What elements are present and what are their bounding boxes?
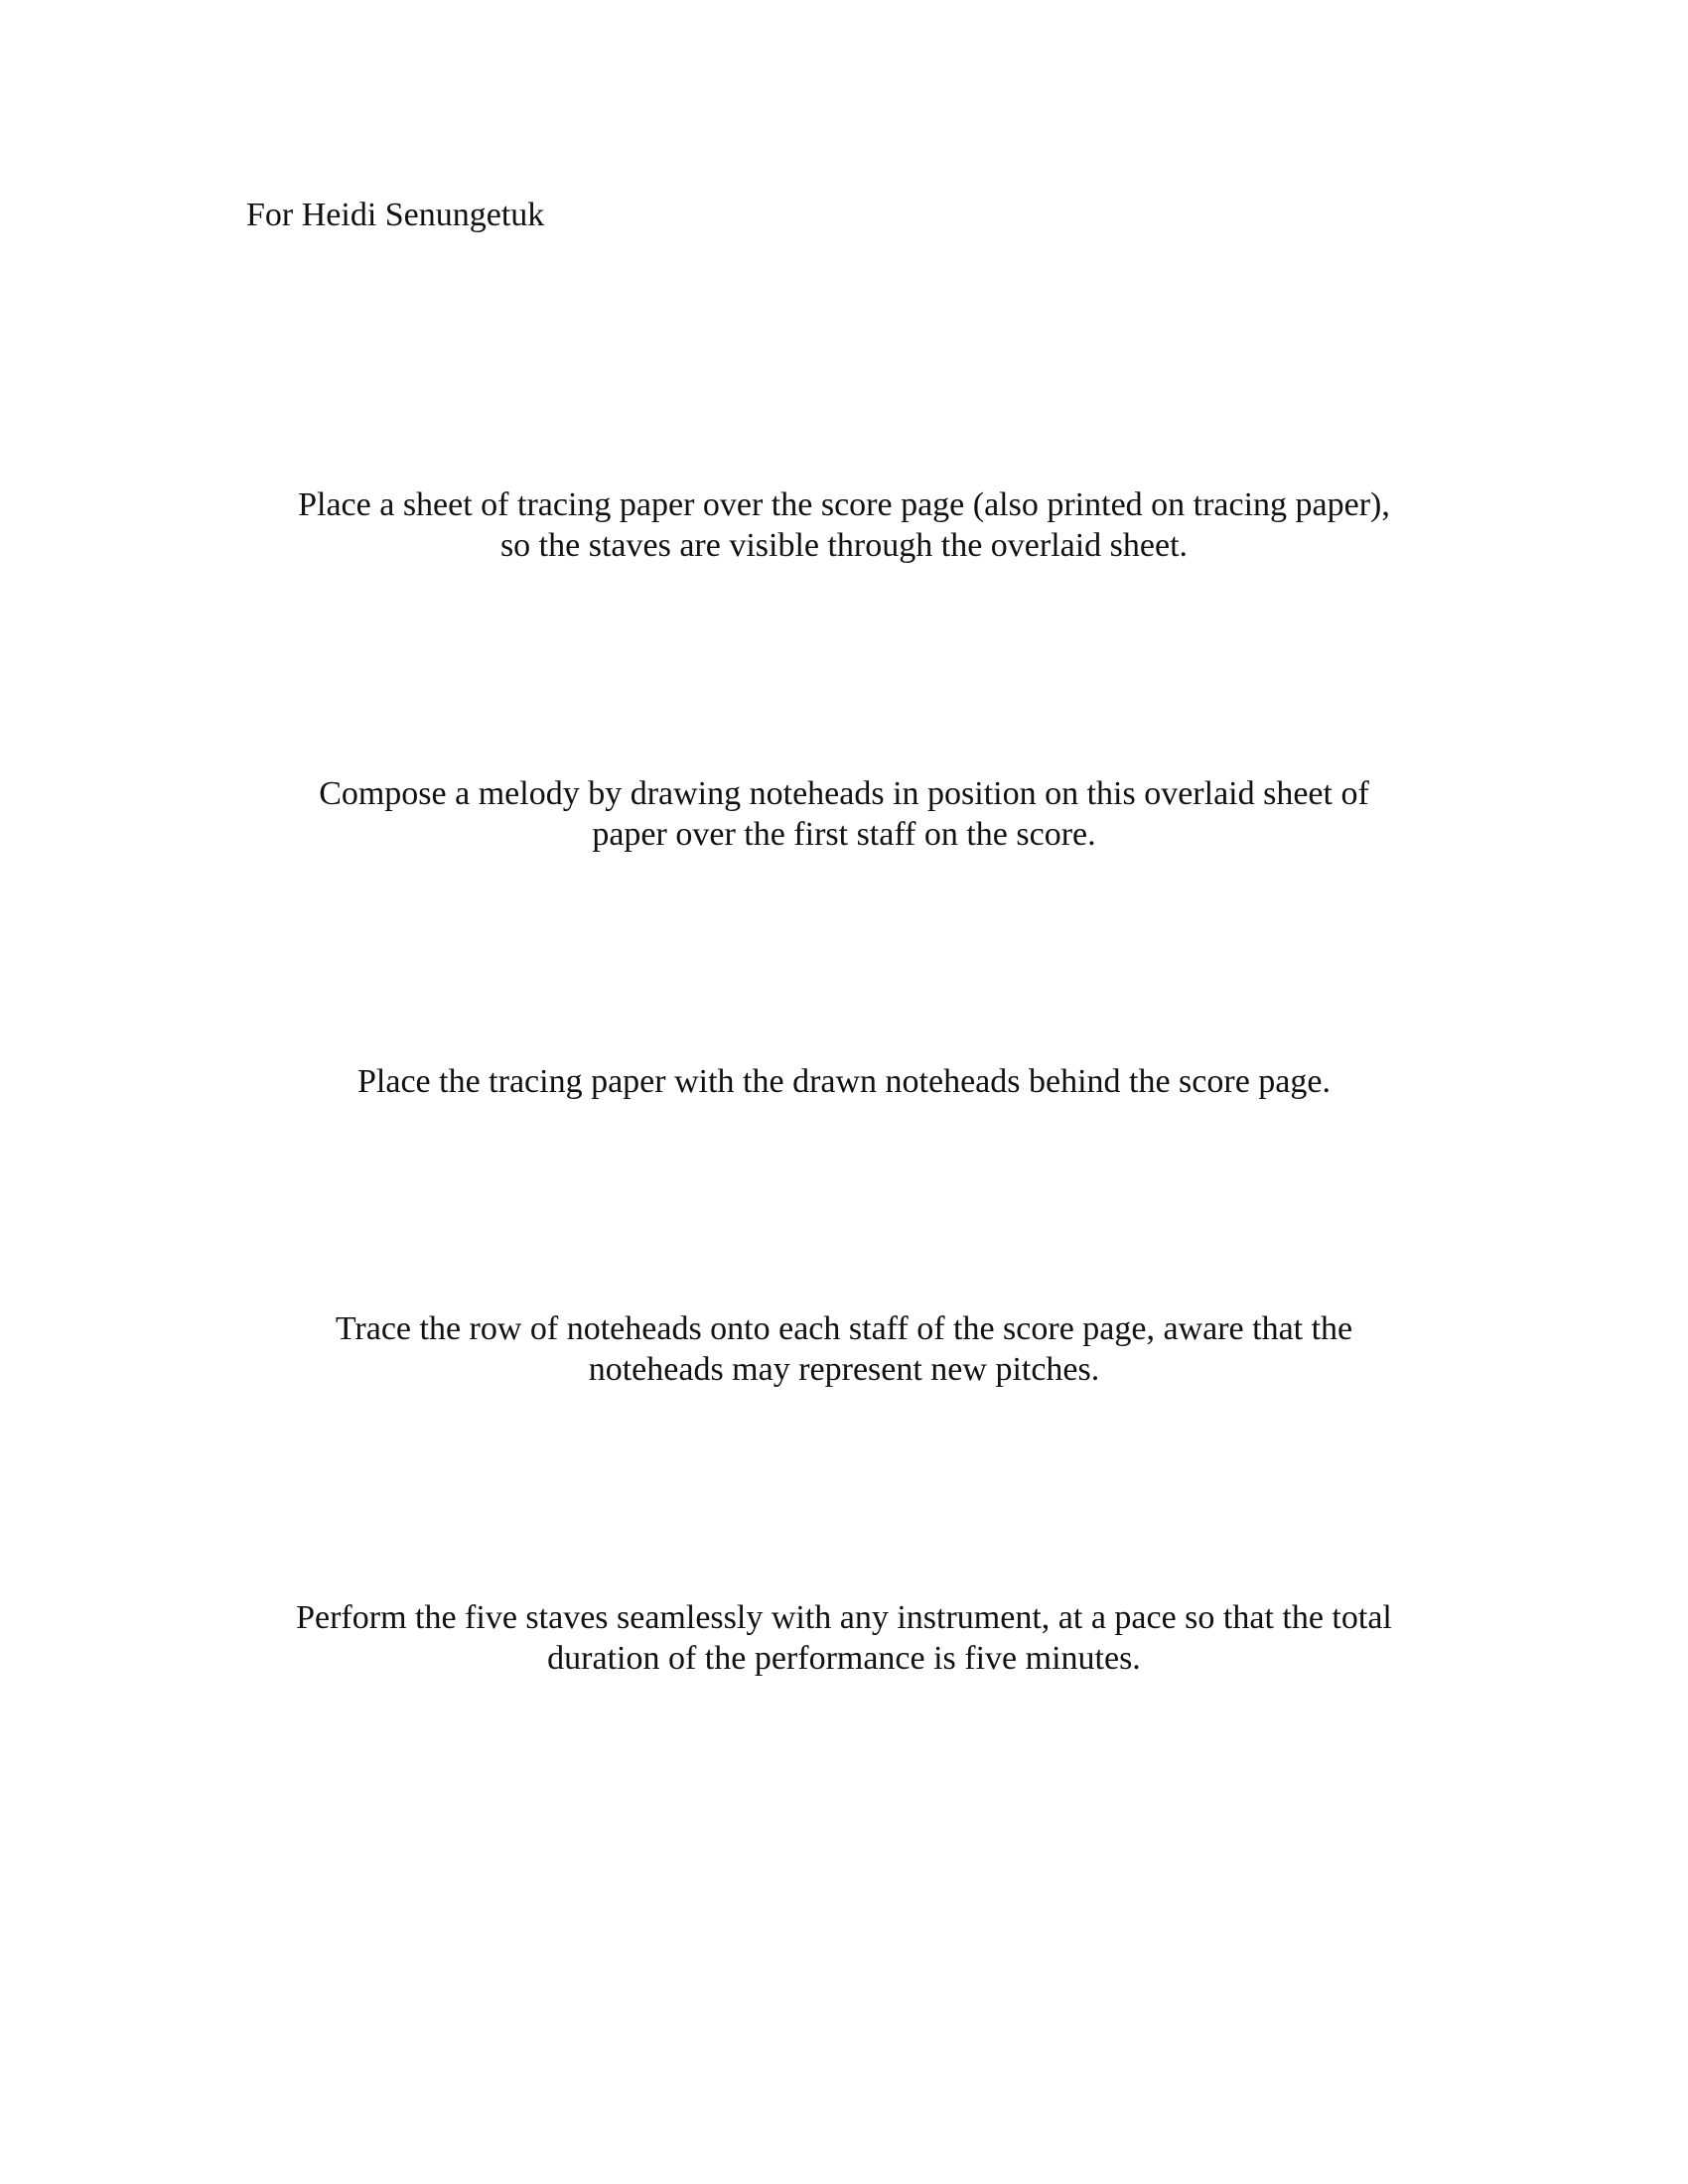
instruction-line: duration of the performance is five minutes. (547, 1640, 1141, 1677)
dedication: For Heidi Senungetuk (246, 197, 545, 233)
instruction-line: Place a sheet of tracing paper over the score page (also printed on tracing paper), (298, 486, 1390, 523)
instruction-step-3 (149, 1061, 1539, 1102)
instruction-step-4 (149, 1308, 1539, 1390)
instruction-line: Perform the five staves seamlessly with any instrument, at a pace so that the total (296, 1599, 1392, 1636)
instruction-line: Place the tracing paper with the drawn noteheads behind the score page. (357, 1063, 1331, 1100)
instruction-line: Trace the row of noteheads onto each staff of the score page, aware that the (335, 1310, 1353, 1347)
instruction-line: noteheads may represent new pitches. (588, 1351, 1100, 1388)
instruction-line: Compose a melody by drawing noteheads in position on this overlaid sheet of (319, 775, 1369, 812)
instruction-line: so the staves are visible through the overlaid sheet. (499, 527, 1189, 564)
instruction-step-1 (149, 484, 1539, 566)
instruction-step-2 (149, 773, 1539, 855)
instruction-line: paper over the first staff on the score. (592, 816, 1096, 853)
instruction-step-5 (149, 1597, 1539, 1679)
